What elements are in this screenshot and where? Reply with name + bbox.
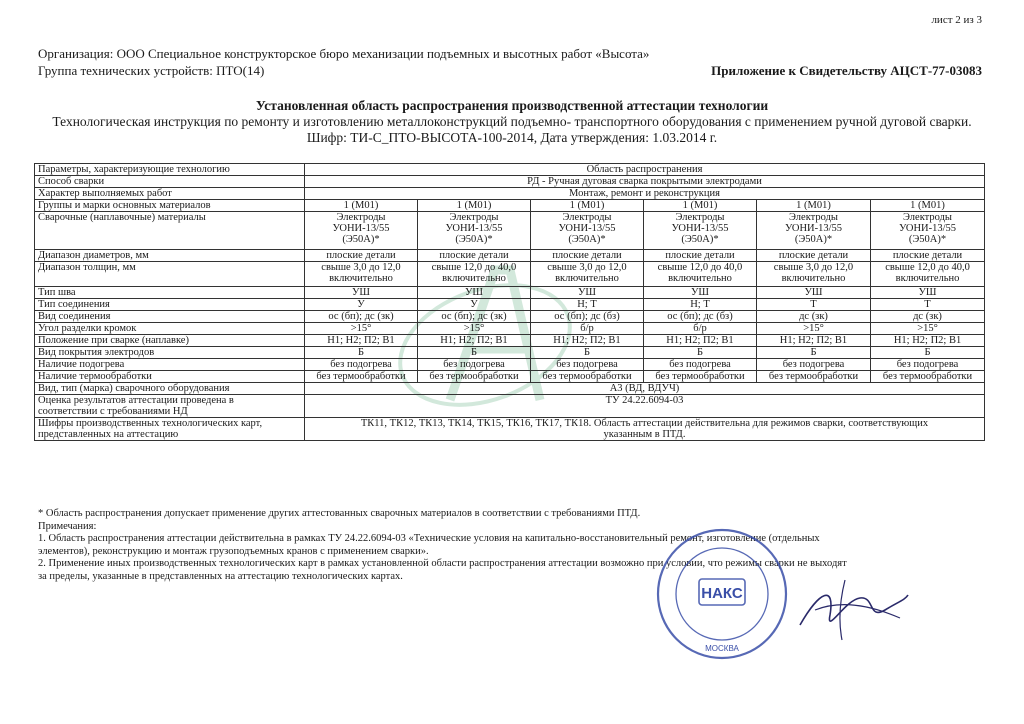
cell-line: Электроды [903,212,952,223]
row-value: РД - Ручная дуговая сварка покрытыми электродами [305,176,985,188]
cell: Б [871,347,985,359]
cell: плоские детали [531,250,644,262]
label-line: соответствии с требованиями НД [38,406,188,417]
row-label: Вид, тип (марка) сварочного оборудования [35,383,305,395]
cell-line: Электроды [336,212,386,223]
cell: Н1; Н2; П2; В1 [305,335,418,347]
cell: Б [531,347,644,359]
cell: 1 (М01) [305,200,418,212]
cell [418,212,531,250]
stamp-center-text: НАКС [701,585,743,602]
cell [418,262,531,287]
row-label: Тип соединения [35,299,305,311]
cell-line: УОНИ-13/55 [445,223,503,234]
cell: У [418,299,531,311]
cell: >15° [418,323,531,335]
cell: Н1; Н2; П2; В1 [644,335,757,347]
table-row [35,287,985,299]
row-label: Группы и марки основных материалов [35,200,305,212]
cell-line: (Э50А)* [568,234,606,245]
cell-line: включительно [442,273,506,284]
naks-stamp [655,527,790,662]
cell: УШ [418,287,531,299]
appendix-title: Приложение к Свидетельству АЦСТ-77-03083 [711,63,982,78]
cell-line: свыше 3,0 до 12,0 [773,262,854,273]
table-row [35,395,985,418]
cell [871,212,985,250]
cell: 1 (М01) [757,200,871,212]
cell: без подогрева [305,359,418,371]
row-label: Вид соединения [35,311,305,323]
cell: ос (бп); дс (бз) [644,311,757,323]
cell: ос (бп); дс (зк) [305,311,418,323]
row-value: Монтаж, ремонт и реконструкция [305,188,985,200]
cell: без термообработки [871,371,985,383]
cell-line: свыше 3,0 до 12,0 [321,262,401,273]
row-label: Наличие подогрева [35,359,305,371]
row-label: Наличие термообработки [35,371,305,383]
cell: без термообработки [418,371,531,383]
row-label: Сварочные (наплавочные) материалы [35,212,305,250]
table-row [35,262,985,287]
stamp-bottom-text: МОСКВА [705,644,739,653]
note-2-cont: за пределы, указанные в представленных на аттестацию технологических картах. [38,570,403,582]
note-1-cont: элементов), реконструкцию и монтаж грузоподъемных кранов с применением сварки». [38,545,429,557]
cell-line: включительно [781,273,846,284]
value-line: ТК11, ТК12, ТК13, ТК14, ТК15, ТК16, ТК17, ТК18. Область аттестации действительна для режимов сварки, соответствующих [360,418,929,429]
cell-line: УОНИ-13/55 [332,223,390,234]
cell: >15° [305,323,418,335]
cell: УШ [644,287,757,299]
row-label: Тип шва [35,287,305,299]
label-line: Шифры производственных технологических карт, [38,418,263,429]
cell-line: Электроды [789,212,838,223]
cell: б/р [531,323,644,335]
cell: Б [757,347,871,359]
cell-line: Электроды [675,212,725,223]
cell-line: УОНИ-13/55 [898,223,957,234]
cell-line: Электроды [449,212,499,223]
cell-line: включительно [329,273,393,284]
cell: Т [757,299,871,311]
row-label: Вид покрытия электродов [35,347,305,359]
device-group-line: Группа технических устройств: ПТО(14) [38,63,265,78]
row-label: Диапазон толщин, мм [35,262,305,287]
table-row [35,418,985,441]
sheet-number: лист 2 из 3 [931,14,982,26]
asterisk-note: * Область распространения допускает применение других аттестованных сварочных материалов в соответствии с требованиями ПТД. [38,508,641,519]
note-1: 1. Область распространения аттестации действительна в рамках ТУ 24.22.6094-03 «Технические условия на капитально-восстановительный ремонт, изготовление (отдельных [38,533,820,545]
cell [757,212,871,250]
cell [531,212,644,250]
cell: Н1; Н2; П2; В1 [418,335,531,347]
row-label: Угол разделки кромок [35,323,305,335]
table-row [35,188,985,200]
cell-line: свыше 12,0 до 40,0 [657,262,743,273]
cell: УШ [871,287,985,299]
table-row [35,176,985,188]
cell: Н1; Н2; П2; В1 [757,335,871,347]
cell: Н1; Н2; П2; В1 [871,335,985,347]
organization-line: Организация: ООО Специальное конструкторское бюро механизации подъемных и высотных работ «Высота» [38,46,650,61]
cell: Т [871,299,985,311]
cell: без термообработки [757,371,871,383]
note-2: 2. Применение иных производственных технологических карт в рамках установленной области распространения аттестации возможно при условии, что режимы сварки не выходят [38,558,847,570]
cell: У [305,299,418,311]
cell: без подогрева [871,359,985,371]
cell: Б [305,347,418,359]
cell: без подогрева [531,359,644,371]
signature [790,570,910,645]
cell-line: УОНИ-13/55 [784,223,843,234]
table-row [35,371,985,383]
row-label: Диапазон диаметров, мм [35,250,305,262]
cell: Б [418,347,531,359]
cell: плоские детали [644,250,757,262]
row-label [35,395,305,418]
cell: Н; Т [644,299,757,311]
cell [531,262,644,287]
table-row [35,250,985,262]
header-scope: Область распространения [305,164,985,176]
cell: б/р [644,323,757,335]
cell: ос (бп); дс (бз) [531,311,644,323]
table-row [35,323,985,335]
cell: Б [644,347,757,359]
cell: дс (зк) [871,311,985,323]
cell-line: включительно [895,273,960,284]
cell [757,262,871,287]
table-row [35,212,985,250]
header-parameters: Параметры, характеризующие технологию [35,164,305,176]
document-subtitle: Технологическая инструкция по ремонту и изготовлению металлоконструкций подъемно- транспортного оборудования с применением ручной дуговой сварки. Шифр: ТИ-С_ПТО-ВЫСОТА-100-2014, Дата утверждения: 1.03.2014 г. [52,114,972,145]
cell-line: свыше 12,0 до 40,0 [885,262,970,273]
label-line: Оценка результатов аттестации проведена в [38,395,234,406]
cell: УШ [757,287,871,299]
cell: 1 (М01) [418,200,531,212]
cell: 1 (М01) [871,200,985,212]
table-row [35,359,985,371]
row-label: Положение при сварке (наплавке) [35,335,305,347]
cell: без термообработки [644,371,757,383]
cell-line: (Э50А)* [342,234,380,245]
table-row [35,347,985,359]
cell [644,262,757,287]
row-label [35,418,305,441]
cell [644,212,757,250]
notes-heading: Примечания: [38,520,97,532]
cell-line: (Э50А)* [908,234,947,245]
cell: УШ [305,287,418,299]
cell: без подогрева [644,359,757,371]
cell: Н; Т [531,299,644,311]
cell: УШ [531,287,644,299]
row-label: Характер выполняемых работ [35,188,305,200]
cell-line: включительно [555,273,619,284]
cell-line: свыше 3,0 до 12,0 [547,262,627,273]
cell: >15° [871,323,985,335]
row-value: ТУ 24.22.6094-03 [305,395,985,418]
cell: >15° [757,323,871,335]
cell: плоские детали [418,250,531,262]
cell [305,212,418,250]
cell-line: включительно [668,273,732,284]
row-value: А3 (ВД, ВДУЧ) [305,383,985,395]
cell [305,262,418,287]
label-line: представленных на аттестацию [38,429,179,440]
cell-line: Электроды [562,212,612,223]
cell [871,262,985,287]
cell: плоские детали [757,250,871,262]
cell: без термообработки [305,371,418,383]
cell: 1 (М01) [644,200,757,212]
table-row [35,335,985,347]
cell: плоские детали [305,250,418,262]
cell: ос (бп); дс (зк) [418,311,531,323]
cell-line: (Э50А)* [681,234,719,245]
cell: без термообработки [531,371,644,383]
document-title: Установленная область распространения производственной аттестации технологии [255,98,769,113]
row-value [305,418,985,441]
cell: Н1; Н2; П2; В1 [531,335,644,347]
cell-line: УОНИ-13/55 [671,223,729,234]
value-line: указанным в ПТД. [603,429,686,440]
cell-line: свыше 12,0 до 40,0 [431,262,517,273]
table-row [35,311,985,323]
cell: без подогрева [418,359,531,371]
table-row [35,299,985,311]
cell-line: УОНИ-13/55 [558,223,616,234]
cell: 1 (М01) [531,200,644,212]
scope-table [34,163,985,441]
cell: без подогрева [757,359,871,371]
table-row [35,200,985,212]
cell: плоские детали [871,250,985,262]
cell: дс (зк) [757,311,871,323]
row-label: Способ сварки [35,176,305,188]
table-row [35,164,985,176]
cell-line: (Э50А)* [455,234,493,245]
table-row [35,383,985,395]
cell-line: (Э50А)* [794,234,833,245]
